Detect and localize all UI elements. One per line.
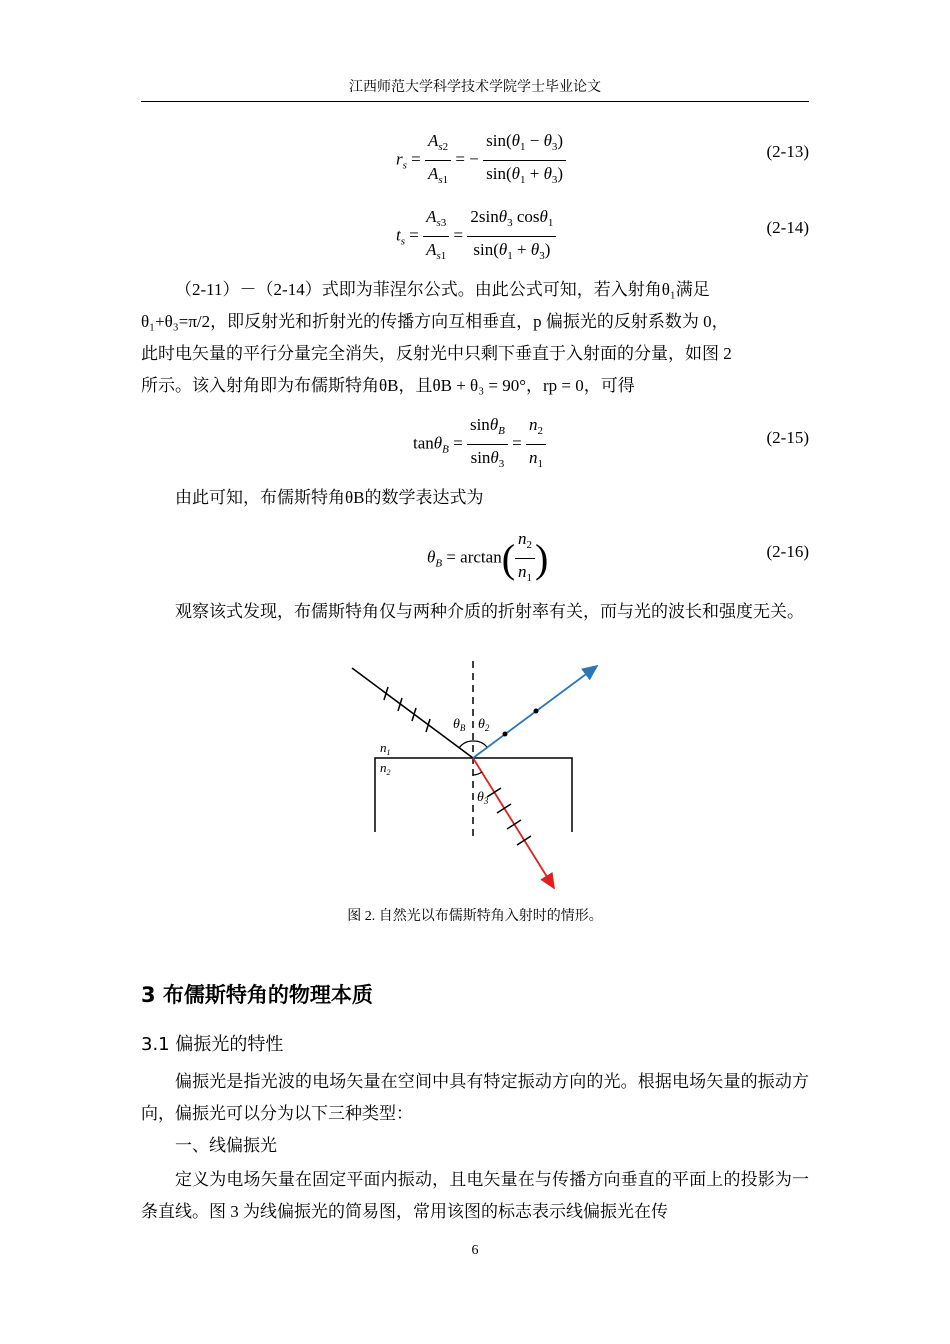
- section-heading: 3 布儒斯特角的物理本质: [141, 983, 373, 1007]
- reflected-dot: [534, 709, 539, 714]
- equation-2-14: $t_s$ = $\frac{A_{s3}}{A_{s1}}$ = $\frac{2\sin\theta_3 \cos\theta_1}{\sin(\theta_1 + \theta_3)}$ (2-14): [396, 207, 809, 262]
- incident-ray: [352, 668, 473, 758]
- angle-arc-thetaB: [459, 741, 473, 748]
- equation-2-16: $\theta_B = \arctan$( $\frac{n_2}{n_1}$ ) (2-16): [427, 529, 809, 584]
- text-line: 此时电矢量的平行分量完全消失，反射光中只剩下垂直于入射面的分量，如图 2: [141, 344, 732, 363]
- figure-brewster-angle: [340, 658, 620, 903]
- figure-caption: 图 2. 自然光以布儒斯特角入射时的情形。: [347, 909, 603, 924]
- equation-2-13: $r_s$ = $\frac{A_{s2}}{A_{s1}}$ = − $\frac{\sin(\theta_1 - \theta_3)}{\sin(\theta_1 + \theta_3)}$ (2-13): [396, 131, 809, 186]
- angle-arc-theta3: [473, 772, 482, 775]
- label-thetaB: $\theta_B$: [453, 717, 466, 733]
- equation-number: (2-16): [766, 542, 809, 561]
- text-line: （2-11）－（2-14）式即为菲涅尔公式。由此公式可知，若入射角θ₁满足: [175, 280, 710, 299]
- brewster-diagram: [340, 658, 620, 898]
- equation-number: (2-15): [766, 428, 809, 447]
- list-item-linear-polarization: 一、线偏振光: [175, 1136, 277, 1155]
- angle-arc-theta2: [473, 741, 487, 747]
- equation-2-15: tanθ$_B$ = $\frac{\sin\theta_B}{\sin\theta_3}$ = $\frac{n_2}{n_1}$ (2-15): [413, 415, 809, 470]
- refracted-ray: [473, 758, 554, 888]
- text-line: θ₁+θ₃=π/2，即反射光和折射光的传播方向互相垂直，p 偏振光的反射系数为 0，: [141, 312, 729, 331]
- equation-number: (2-14): [766, 218, 809, 237]
- paragraph-observation: 观察该式发现，布儒斯特角仅与两种介质的折射率有关，而与光的波长和强度无关。: [175, 602, 804, 621]
- running-header: 江西师范大学科学技术学院学士毕业论文: [349, 80, 601, 95]
- paragraph-fresnel: [141, 274, 809, 402]
- paragraph-expression: 由此可知，布儒斯特角θB的数学表达式为: [175, 488, 484, 507]
- text-line: 所示。该入射角即为布儒斯特角θB，且θB + θ₃ = 90°，rp = 0，可得: [141, 376, 635, 395]
- paragraph-polarized-light: 偏振光是指光波的电场矢量在空间中具有特定振动方向的光。根据电场矢量的振动方向，偏振光可以分为以下三种类型：: [141, 1072, 809, 1123]
- equation-number: (2-13): [766, 142, 809, 161]
- label-n1: $n_1$: [380, 740, 391, 757]
- subsection-heading: 3.1 偏振光的特性: [141, 1034, 284, 1055]
- label-n2: $n_2$: [380, 760, 391, 777]
- paragraph-linear-definition: 定义为电场矢量在固定平面内振动，且电矢量在与传播方向垂直的平面上的投影为一条直线。图 3 为线偏振光的简易图，常用该图的标志表示线偏振光在传: [141, 1170, 809, 1221]
- header-rule: [141, 101, 809, 102]
- label-theta2: $\theta_2$: [478, 717, 490, 733]
- page-number: 6: [471, 1243, 479, 1258]
- reflected-dot: [503, 732, 508, 737]
- label-theta3: $\theta_3$: [477, 790, 489, 806]
